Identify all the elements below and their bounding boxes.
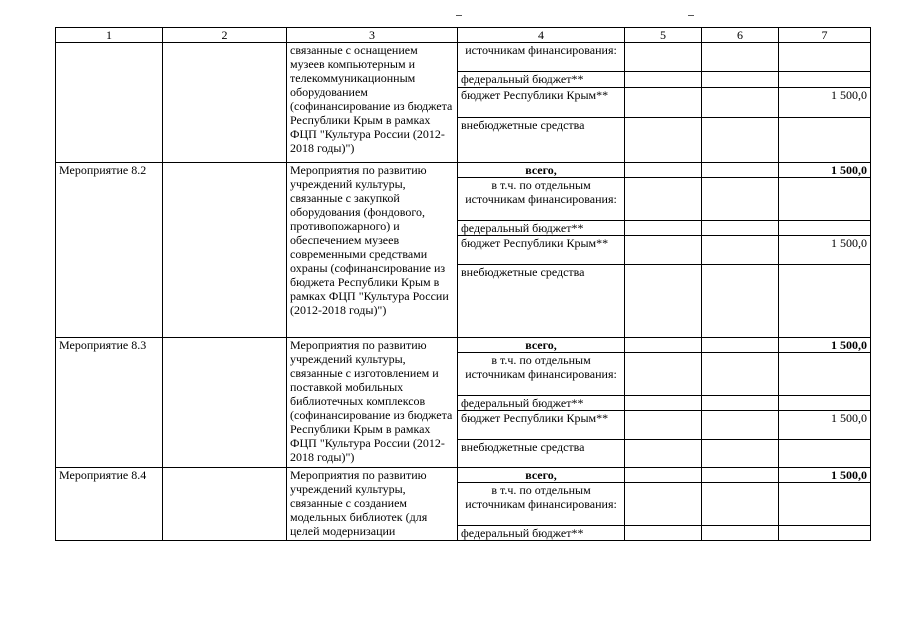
value-cell [779,526,871,541]
value-cell [702,72,779,88]
value-cell [625,72,702,88]
value-cell [702,43,779,72]
value-cell [702,468,779,483]
value-cell [625,483,702,526]
value-cell [702,483,779,526]
measure-description: связанные с оснащением музеев компьютерным и телекоммуникационным оборудованием (софинансирование из бюджета Республики Крым в рамках ФЦП "Культура России (2012-2018 годы)") [287,43,458,163]
funding-source-crimea: бюджет Республики Крым** [458,236,625,265]
measure-id-cell [56,43,163,163]
value-cell [702,88,779,118]
value-cell [625,178,702,221]
column-number: 2 [163,28,287,43]
measure-id-cell: Мероприятие 8.4 [56,468,163,541]
value-cell [702,118,779,163]
value-cell [625,411,702,440]
value-cell [779,118,871,163]
funding-subheading: в т.ч. по отдельным источникам финансирования: [458,353,625,396]
crimea-value: 1 500,0 [779,236,871,265]
funding-subheading: в т.ч. по отдельным источникам финансирования: [458,178,625,221]
program-table [55,27,871,541]
measure-id-cell: Мероприятие 8.3 [56,338,163,468]
funding-total-label: всего, [458,468,625,483]
value-cell [779,265,871,338]
total-value: 1 500,0 [779,338,871,353]
value-cell [625,353,702,396]
measure-description: Мероприятия по развитию учреждений культуры, связанные с созданием модельных библиотек (для целей модернизации [287,468,458,541]
funding-source-federal: федеральный бюджет** [458,396,625,411]
value-cell [779,353,871,396]
value-cell [779,72,871,88]
measure-description: Мероприятия по развитию учреждений культуры, связанные с закупкой оборудования (фондового, противопожарного) и обеспечением музеев современными средствами охраны (софинансирование из бюджета Республики Крым в рамках ФЦП "Культура России (2012-2018 годы)") [287,163,458,338]
funding-source-extrabudget: внебюджетные средства [458,118,625,163]
value-cell [625,43,702,72]
total-value: 1 500,0 [779,468,871,483]
value-cell [702,236,779,265]
table-row [56,468,871,483]
value-cell [625,396,702,411]
value-cell [702,396,779,411]
value-cell [625,221,702,236]
value-cell [625,88,702,118]
empty-cell [163,43,287,163]
crimea-value: 1 500,0 [779,411,871,440]
value-cell [625,163,702,178]
column-number: 7 [779,28,871,43]
measure-id-cell: Мероприятие 8.2 [56,163,163,338]
value-cell [625,468,702,483]
column-number: 5 [625,28,702,43]
value-cell [625,236,702,265]
funding-source-extrabudget: внебюджетные средства [458,265,625,338]
value-cell [779,221,871,236]
value-cell [702,526,779,541]
value-cell [625,118,702,163]
value-cell [702,411,779,440]
column-number-row [56,28,871,43]
value-cell [702,338,779,353]
value-cell [702,440,779,468]
table-row [56,338,871,353]
funding-source-federal: федеральный бюджет** [458,526,625,541]
table-row [56,43,871,72]
funding-source-extrabudget: внебюджетные средства [458,440,625,468]
funding-source-crimea: бюджет Республики Крым** [458,88,625,118]
table-row [56,163,871,178]
measure-description: Мероприятия по развитию учреждений культуры, связанные с изготовлением и поставкой мобильных библиотечных комплексов (софинансирование из бюджета Республики Крым в рамках ФЦП "Культура России (2012-2018 годы)") [287,338,458,468]
value-cell [779,396,871,411]
funding-total-label: всего, [458,338,625,353]
value-cell [779,483,871,526]
value-cell [625,440,702,468]
column-number: 1 [56,28,163,43]
empty-cell [163,163,287,338]
funding-source-federal: федеральный бюджет** [458,221,625,236]
value-cell [625,526,702,541]
value-cell [702,178,779,221]
empty-cell [163,468,287,541]
funding-total-label: всего, [458,163,625,178]
crimea-value: 1 500,0 [779,88,871,118]
column-number: 4 [458,28,625,43]
value-cell [779,178,871,221]
funding-subheading: в т.ч. по отдельным источникам финансирования: [458,483,625,526]
value-cell [702,221,779,236]
funding-subheading: источникам финансирования: [458,43,625,72]
value-cell [779,440,871,468]
value-cell [625,338,702,353]
scan-mark-right [688,15,694,16]
value-cell [702,163,779,178]
funding-source-crimea: бюджет Республики Крым** [458,411,625,440]
column-number: 3 [287,28,458,43]
funding-source-federal: федеральный бюджет** [458,72,625,88]
value-cell [702,265,779,338]
column-number: 6 [702,28,779,43]
value-cell [702,353,779,396]
empty-cell [163,338,287,468]
scan-mark-left [456,15,462,16]
value-cell [779,43,871,72]
value-cell [625,265,702,338]
total-value: 1 500,0 [779,163,871,178]
